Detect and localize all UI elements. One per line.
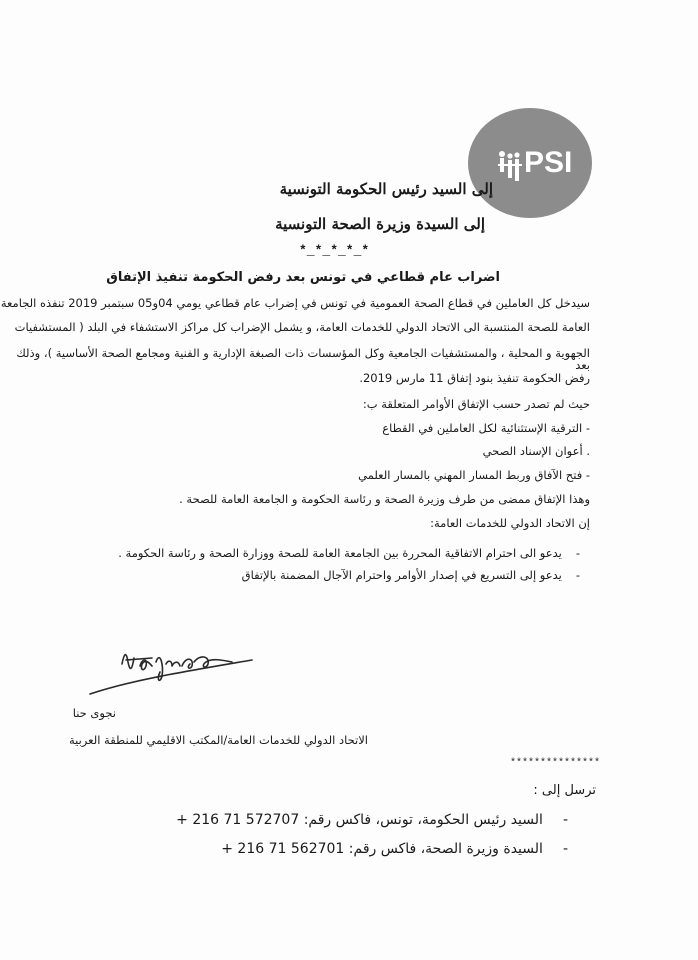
demand-item	[118, 546, 580, 560]
list-item: - الترقية الإستثنائية لكل العاملين في القطاع	[382, 421, 590, 435]
recipient-text: السيد رئيس الحكومة، تونس، فاكس رقم: 572707 71 216 +	[176, 812, 543, 828]
psi-logo	[468, 108, 592, 218]
addressee-minister-of-health: إلى السيدة وزيرة الصحة التونسية	[275, 215, 485, 233]
list-item: . أعوان الإسناد الصحي	[482, 444, 590, 458]
letter-subject: اضراب عام قطاعي في تونس بعد رفض الحكومة تنفيذ الإتفاق	[106, 270, 500, 285]
recipient-text: السيدة وزيرة الصحة، فاكس رقم: 562701 71 216 +	[221, 841, 543, 857]
body-paragraph-line-3: الجهوية و المحلية ، والمستشفيات الجامعية وكل المؤسسات ذات الصبغة الإدارية و الفنية ومجامع الصحة الأساسية )، وذلك بعد	[16, 346, 590, 372]
signer-organization: الاتحاد الدولي للخدمات العامة/المكتب الاقليمي للمنطقة العربية	[68, 733, 368, 747]
body-intro: حيث لم تصدر حسب الإتفاق الأوامر المتعلقة ب:	[362, 397, 590, 411]
psi-logo-text: PSI	[524, 146, 573, 179]
demand-text: يدعو الى احترام الاتفاقية المحررة بين الجامعة العامة للصحة ووزارة الصحة و رئاسة الحكومة .	[118, 546, 562, 560]
demand-item	[242, 568, 580, 582]
body-paragraph-line-1: سيدخل كل العاملين في قطاع الصحة العمومية في تونس في إضراب عام قطاعي يومي 04و05 سبتمبر 2019 تنفذه الجامعة	[0, 296, 590, 310]
footer-separator-stars: ***************	[510, 758, 601, 769]
separator-stars: *_*_*_*_*	[299, 243, 370, 258]
list-item: - فتح الآفاق وربط المسار المهني بالمسار العلمي	[358, 468, 590, 482]
handwritten-signature	[82, 636, 257, 706]
recipient-bullet: -	[562, 841, 568, 857]
recipient-bullet: -	[562, 812, 568, 828]
psi-statement-intro: إن الاتحاد الدولي للخدمات العامة:	[430, 516, 590, 530]
demand-bullet: -	[575, 568, 580, 582]
addressee-head-of-government: إلى السيد رئيس الحكومة التونسية	[279, 180, 493, 198]
demand-bullet: -	[575, 546, 580, 560]
demand-text: يدعو إلى التسريع في إصدار الأوامر واحترام الآجال المضمنة بالإتفاق	[241, 568, 562, 582]
body-paragraph-line-2: العامة للصحة المنتسبة الى الاتحاد الدولي للخدمات العامة، و يشمل الإضراب كل مراكز الاستشفاء في البلد ( المستشفيات	[14, 320, 590, 334]
signer-name: نجوى حنا	[72, 706, 116, 720]
body-paragraph-line-4: رفض الحكومة تنفيذ بنود إتفاق 11 مارس 2019.	[359, 371, 590, 385]
agreement-statement: وهذا الإتفاق ممضى من طرف وزيرة الصحة و رئاسة الحكومة و الجامعة العامة للصحة .	[179, 492, 590, 506]
recipient-item	[221, 841, 568, 857]
send-to-label: ترسل إلى :	[533, 783, 596, 798]
recipient-item	[176, 812, 568, 828]
